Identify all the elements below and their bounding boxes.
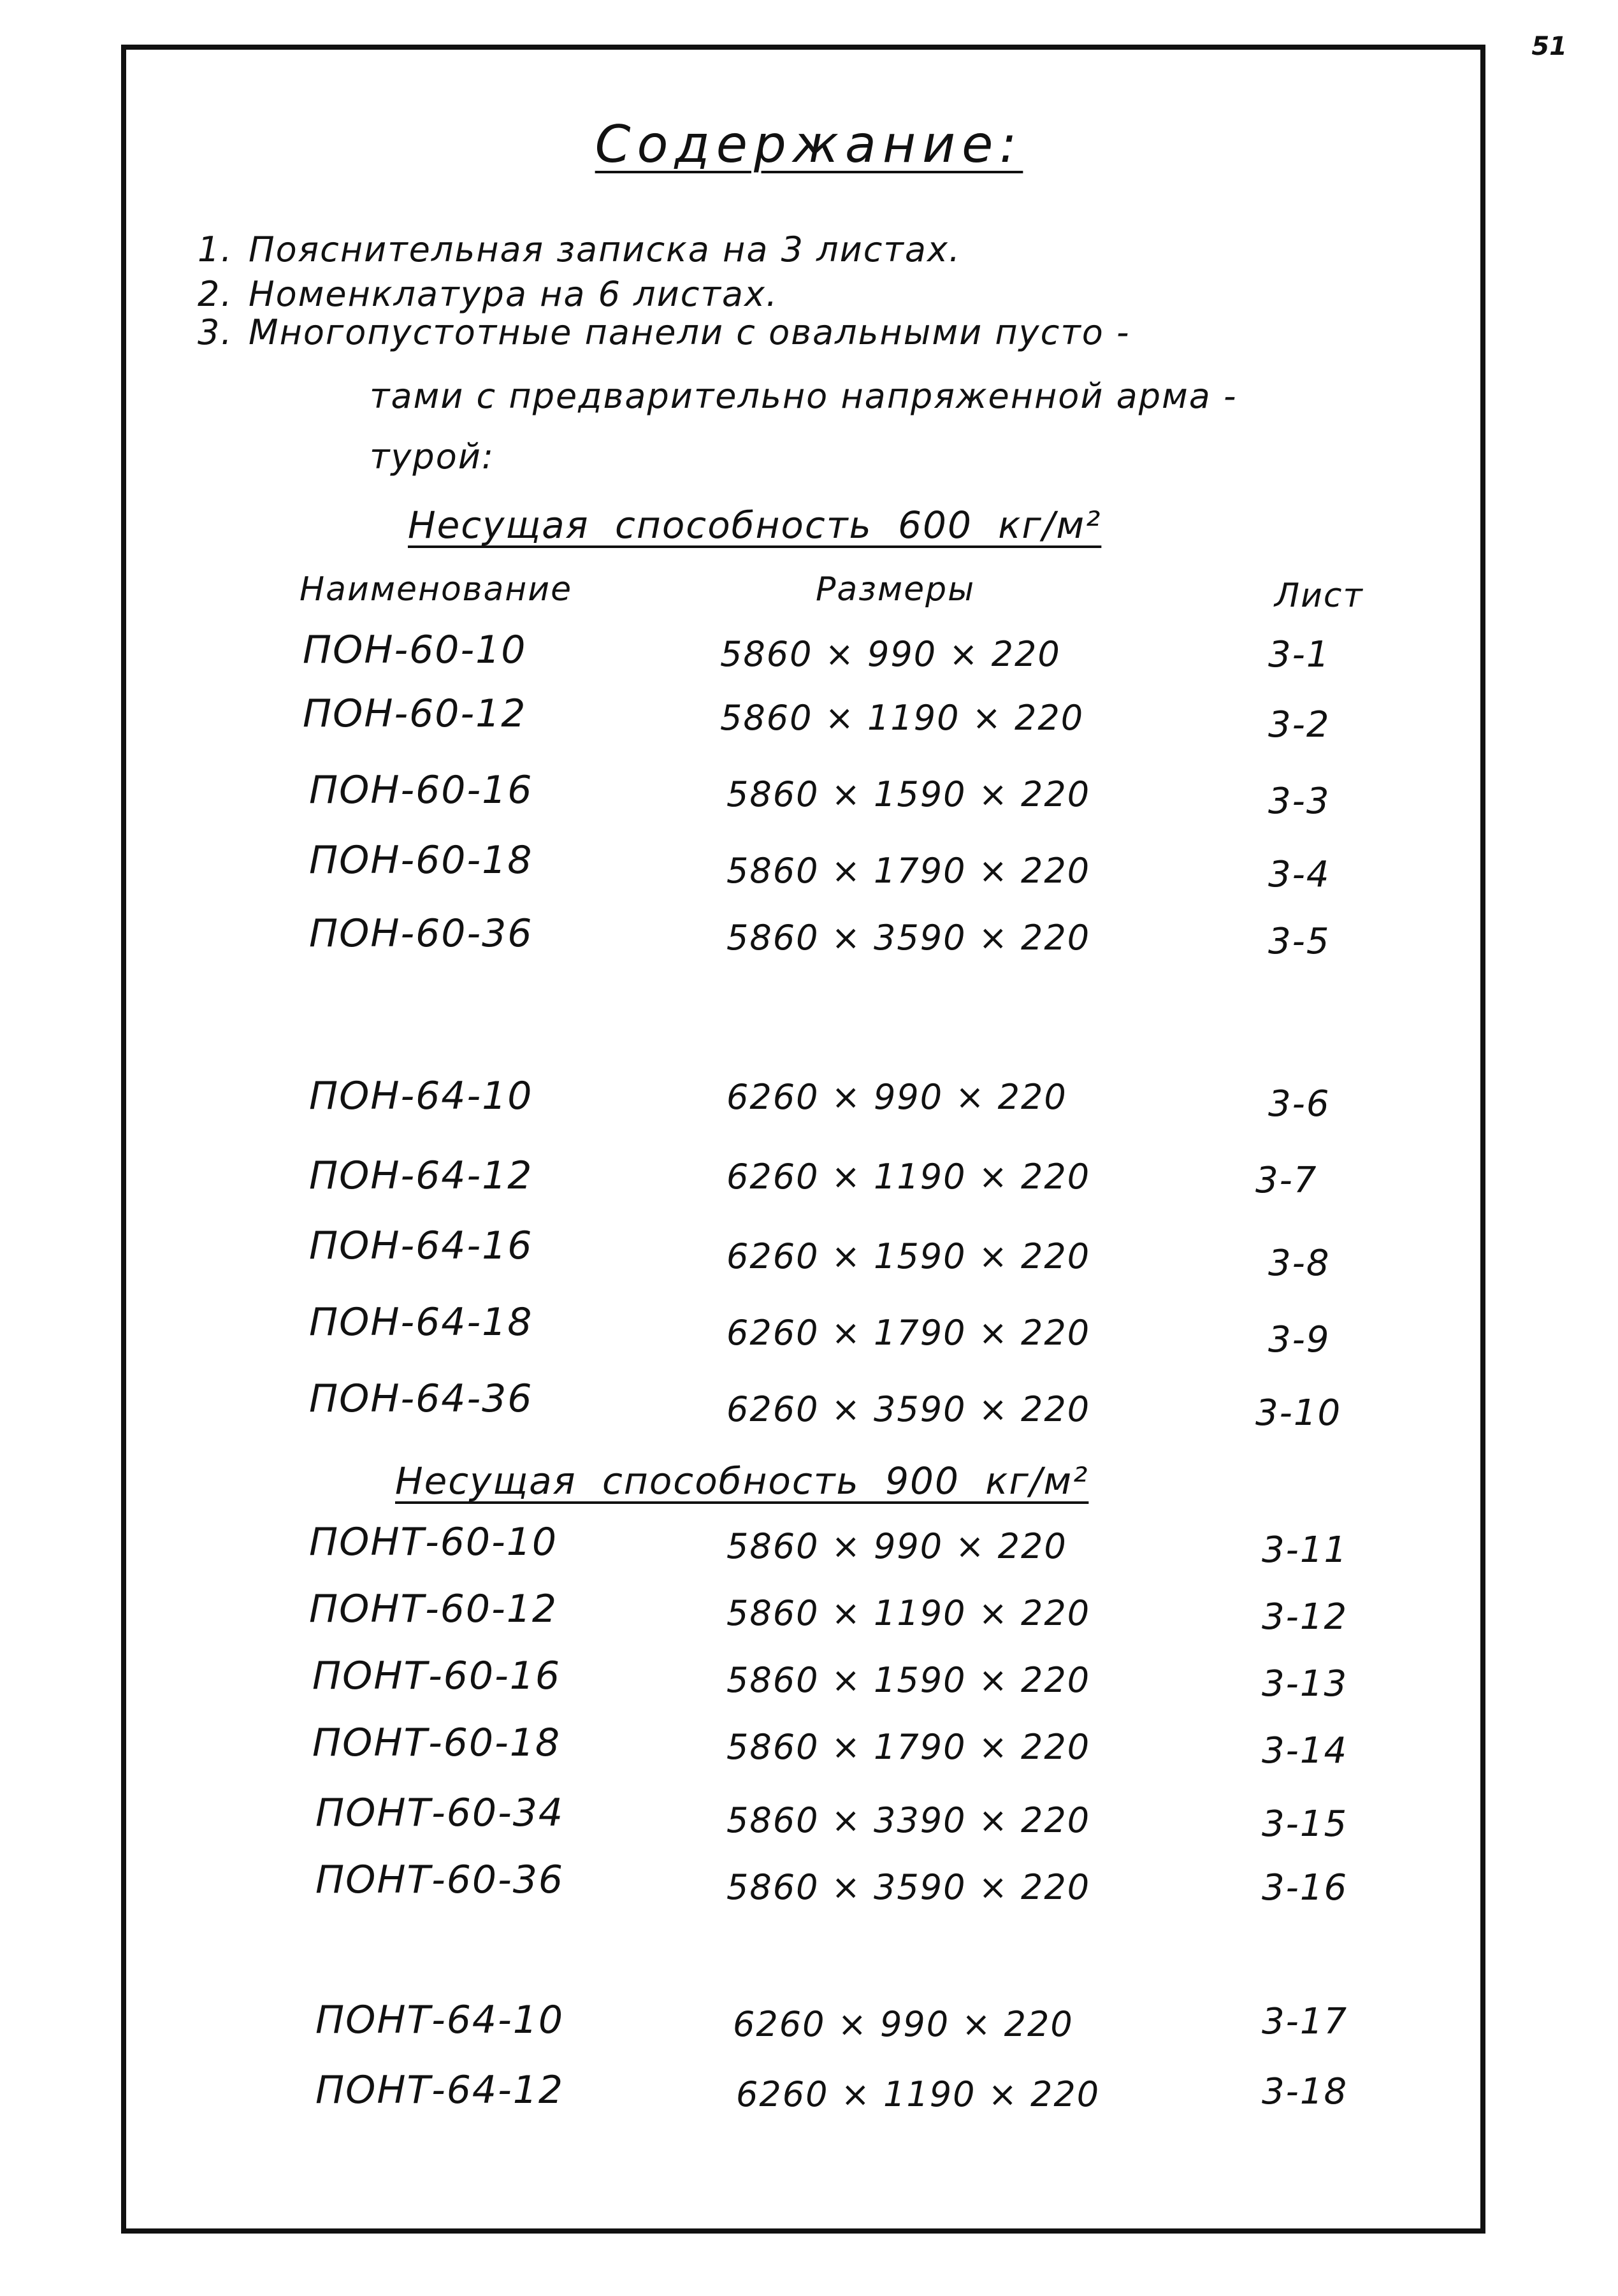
row-sheet: 3-6 <box>1268 1083 1331 1125</box>
column-header-sheet: Лист <box>1275 577 1364 615</box>
table-row <box>0 1300 1618 1361</box>
table-row <box>0 1721 1618 1772</box>
row-sheet: 3-15 <box>1262 1803 1348 1845</box>
row-dims: 5860 × 1790 × 220 <box>726 851 1091 891</box>
table-row <box>0 838 1618 895</box>
page-number: 51 <box>1531 32 1567 61</box>
row-name: ПОН-60-36 <box>309 911 533 956</box>
row-sheet: 3-1 <box>1268 634 1331 675</box>
table-row <box>0 1654 1618 1705</box>
intro-item-number: 1. <box>198 229 233 270</box>
row-name: ПОН-60-16 <box>309 768 533 812</box>
table-row <box>0 1998 1618 2049</box>
row-sheet: 3-5 <box>1268 921 1331 962</box>
row-name: ПОН-64-10 <box>309 1074 533 1118</box>
row-dims: 5860 × 3590 × 220 <box>726 1867 1091 1907</box>
row-dims: 6260 × 990 × 220 <box>726 1077 1067 1117</box>
row-dims: 6260 × 1190 × 220 <box>736 2074 1101 2114</box>
section-heading-900: Несущая способность 900 кг/м² <box>395 1459 1089 1503</box>
row-sheet: 3-3 <box>1268 781 1331 822</box>
row-dims: 6260 × 1590 × 220 <box>726 1236 1091 1276</box>
row-dims: 6260 × 1790 × 220 <box>726 1313 1091 1353</box>
table-row <box>0 2068 1618 2119</box>
row-name: ПОНТ-60-18 <box>312 1721 561 1765</box>
row-dims: 5860 × 1590 × 220 <box>726 774 1091 814</box>
row-name: ПОН-64-12 <box>309 1153 533 1198</box>
column-header-dims: Размеры <box>816 570 976 609</box>
row-sheet: 3-8 <box>1268 1243 1331 1284</box>
row-name: ПОНТ-60-36 <box>315 1858 565 1902</box>
table-row <box>0 768 1618 822</box>
table-row <box>0 691 1618 746</box>
row-sheet: 3-14 <box>1262 1730 1348 1772</box>
row-name: ПОН-60-12 <box>303 691 527 736</box>
row-dims: 5860 × 990 × 220 <box>720 634 1061 674</box>
row-name: ПОНТ-64-12 <box>315 2068 565 2112</box>
row-dims: 5860 × 1590 × 220 <box>726 1660 1091 1700</box>
row-sheet: 3-4 <box>1268 854 1331 895</box>
intro-continuation: тами с предварительно напряженной арма - <box>370 376 1238 416</box>
row-name: ПОН-64-18 <box>309 1300 533 1345</box>
row-dims: 6260 × 990 × 220 <box>733 2004 1074 2044</box>
row-sheet: 3-10 <box>1255 1392 1342 1434</box>
row-dims: 5860 × 990 × 220 <box>726 1526 1067 1566</box>
table-row <box>0 1587 1618 1638</box>
row-sheet: 3-11 <box>1262 1529 1348 1571</box>
row-sheet: 3-12 <box>1262 1596 1348 1638</box>
page-title: Содержание: <box>595 115 1023 174</box>
row-dims: 5860 × 1790 × 220 <box>726 1727 1091 1767</box>
row-sheet: 3-2 <box>1268 704 1331 746</box>
row-name: ПОНТ-60-34 <box>315 1791 565 1835</box>
row-dims: 6260 × 1190 × 220 <box>726 1157 1091 1197</box>
intro-item-text: Пояснительная записка на 3 листах. <box>249 229 962 270</box>
row-dims: 5860 × 1190 × 220 <box>720 698 1085 738</box>
row-sheet: 3-16 <box>1262 1867 1348 1909</box>
row-dims: 5860 × 1190 × 220 <box>726 1593 1091 1633</box>
table-row <box>0 1153 1618 1204</box>
row-dims: 6260 × 3590 × 220 <box>726 1389 1091 1429</box>
row-name: ПОН-60-18 <box>309 838 533 883</box>
row-name: ПОНТ-60-12 <box>309 1587 558 1631</box>
table-row <box>0 1791 1618 1845</box>
row-name: ПОНТ-64-10 <box>315 1998 565 2042</box>
row-sheet: 3-13 <box>1262 1663 1348 1705</box>
row-name: ПОНТ-60-10 <box>309 1520 558 1564</box>
intro-item-number: 2. <box>198 274 233 314</box>
row-sheet: 3-9 <box>1268 1319 1331 1361</box>
table-row <box>0 1224 1618 1284</box>
intro-item-text: Многопустотные панели с овальными пусто - <box>249 312 1130 352</box>
intro-item-text: Номенклатура на 6 листах. <box>249 274 779 314</box>
row-sheet: 3-17 <box>1262 2001 1348 2042</box>
row-sheet: 3-7 <box>1255 1160 1318 1201</box>
column-header-name: Наименование <box>300 570 573 609</box>
intro-continuation: турой: <box>370 437 495 477</box>
row-sheet: 3-18 <box>1262 2071 1348 2112</box>
row-name: ПОН-64-16 <box>309 1224 533 1268</box>
table-row <box>0 1376 1618 1434</box>
row-name: ПОНТ-60-16 <box>312 1654 561 1698</box>
table-row <box>0 628 1618 679</box>
table-row <box>0 1074 1618 1125</box>
table-row <box>0 1858 1618 1909</box>
row-name: ПОН-64-36 <box>309 1376 533 1421</box>
table-row <box>0 1520 1618 1571</box>
row-name: ПОН-60-10 <box>303 628 527 672</box>
intro-item-number: 3. <box>198 312 233 352</box>
row-dims: 5860 × 3590 × 220 <box>726 918 1091 958</box>
section-heading-600: Несущая способность 600 кг/м² <box>408 503 1102 547</box>
table-row <box>0 911 1618 962</box>
row-dims: 5860 × 3390 × 220 <box>726 1800 1091 1840</box>
